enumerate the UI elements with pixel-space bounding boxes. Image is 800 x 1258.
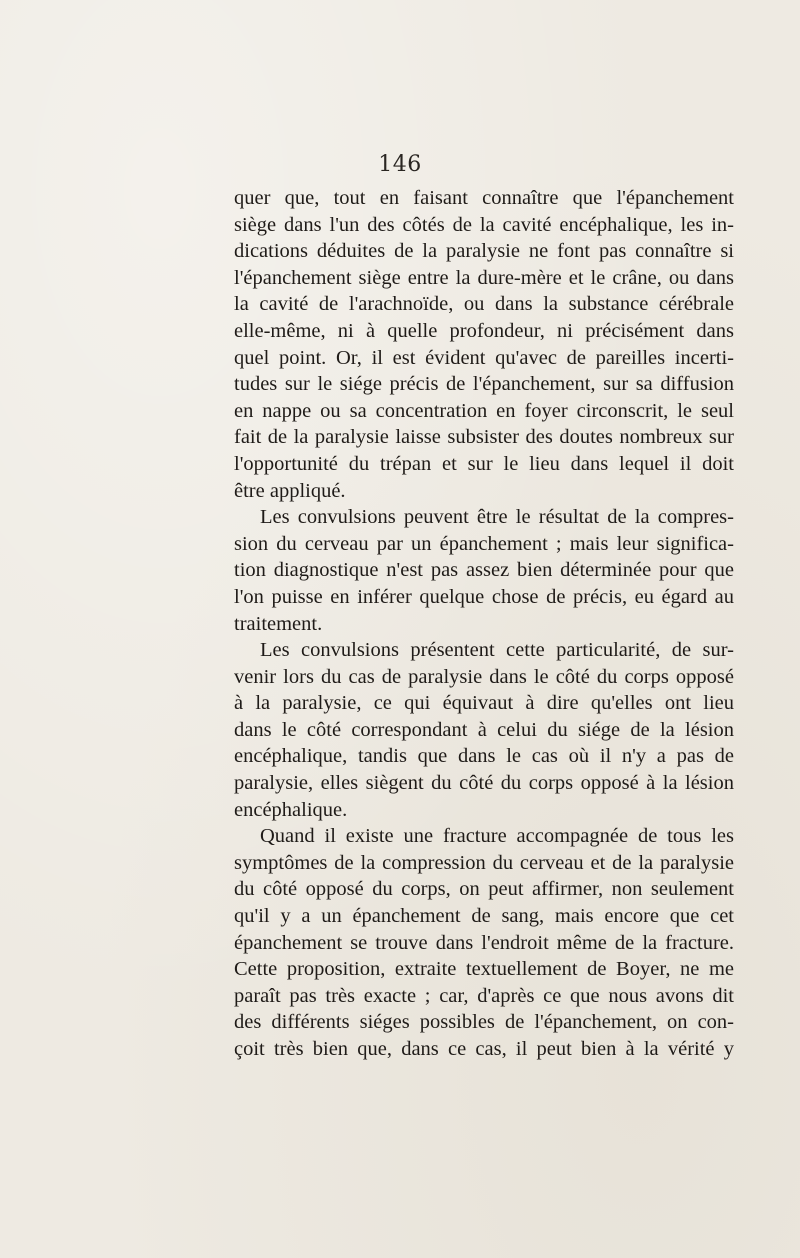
text-line: qu'il y a un épanchement de sang, mais encore que cet xyxy=(234,905,734,928)
text-line: l'épanchement siège entre la dure-mère et le crâne, ou dans xyxy=(234,266,734,289)
text-line: encéphalique. xyxy=(234,798,348,821)
text-line: Les convulsions peuvent être le résultat de la compres- xyxy=(260,506,734,529)
text-line: traitement. xyxy=(234,612,323,635)
text-line: du côté opposé du corps, on peut affirmer, non seulement xyxy=(234,878,734,901)
text-line: l'on puisse en inférer quelque chose de précis, eu égard au xyxy=(234,585,734,608)
text-line: siège dans l'un des côtés de la cavité encéphalique, les in- xyxy=(234,213,734,236)
text-line: épanchement se trouve dans l'endroit même de la fracture. xyxy=(234,931,734,954)
text-line: à la paralysie, ce qui équivaut à dire qu'elles ont lieu xyxy=(234,692,734,715)
text-line: paralysie, elles siègent du côté du corps opposé à la lésion xyxy=(234,772,734,795)
text-line: paraît pas très exacte ; car, d'après ce que nous avons dit xyxy=(234,984,734,1007)
text-line: en nappe ou sa concentration en foyer circonscrit, le seul xyxy=(234,399,734,422)
text-line: tudes sur le siége précis de l'épanchement, sur sa diffusion xyxy=(234,373,734,396)
text-line: elle-même, ni à quelle profondeur, ni précisément dans xyxy=(234,319,734,342)
text-line: Quand il existe une fracture accompagnée de tous les xyxy=(260,825,734,848)
text-line: l'opportunité du trépan et sur le lieu dans lequel il doit xyxy=(234,452,734,475)
text-line: Cette proposition, extraite textuellement de Boyer, ne me xyxy=(234,958,734,981)
text-line: tion diagnostique n'est pas assez bien déterminée pour que xyxy=(234,559,734,582)
text-line: être appliqué. xyxy=(234,479,346,502)
text-line: quer que, tout en faisant connaître que l'épanchement xyxy=(234,187,734,209)
text-line: çoit très bien que, dans ce cas, il peut bien à la vérité y xyxy=(234,1038,734,1060)
text-line: des différents siéges possibles de l'épanchement, on con- xyxy=(234,1011,734,1034)
page-number: 146 xyxy=(378,152,422,177)
text-line: sion du cerveau par un épanchement ; mais leur significa- xyxy=(234,532,734,555)
text-line: venir lors du cas de paralysie dans le côté du corps opposé xyxy=(234,665,734,688)
text-line: fait de la paralysie laisse subsister des doutes nombreux sur xyxy=(234,426,734,449)
text-line: Les convulsions présentent cette particularité, de sur- xyxy=(260,639,734,662)
text-line: la cavité de l'arachnoïde, ou dans la substance cérébrale xyxy=(234,293,734,316)
text-line: quel point. Or, il est évident qu'avec de pareilles incerti- xyxy=(234,346,734,369)
text-line: dans le côté correspondant à celui du siége de la lésion xyxy=(234,718,734,741)
text-line: symptômes de la compression du cerveau et de la paralysie xyxy=(234,851,734,874)
body-text xyxy=(234,185,734,1063)
text-line: encéphalique, tandis que dans le cas où il n'y a pas de xyxy=(234,745,734,768)
text-line: dications déduites de la paralysie ne font pas connaître si xyxy=(234,240,734,263)
